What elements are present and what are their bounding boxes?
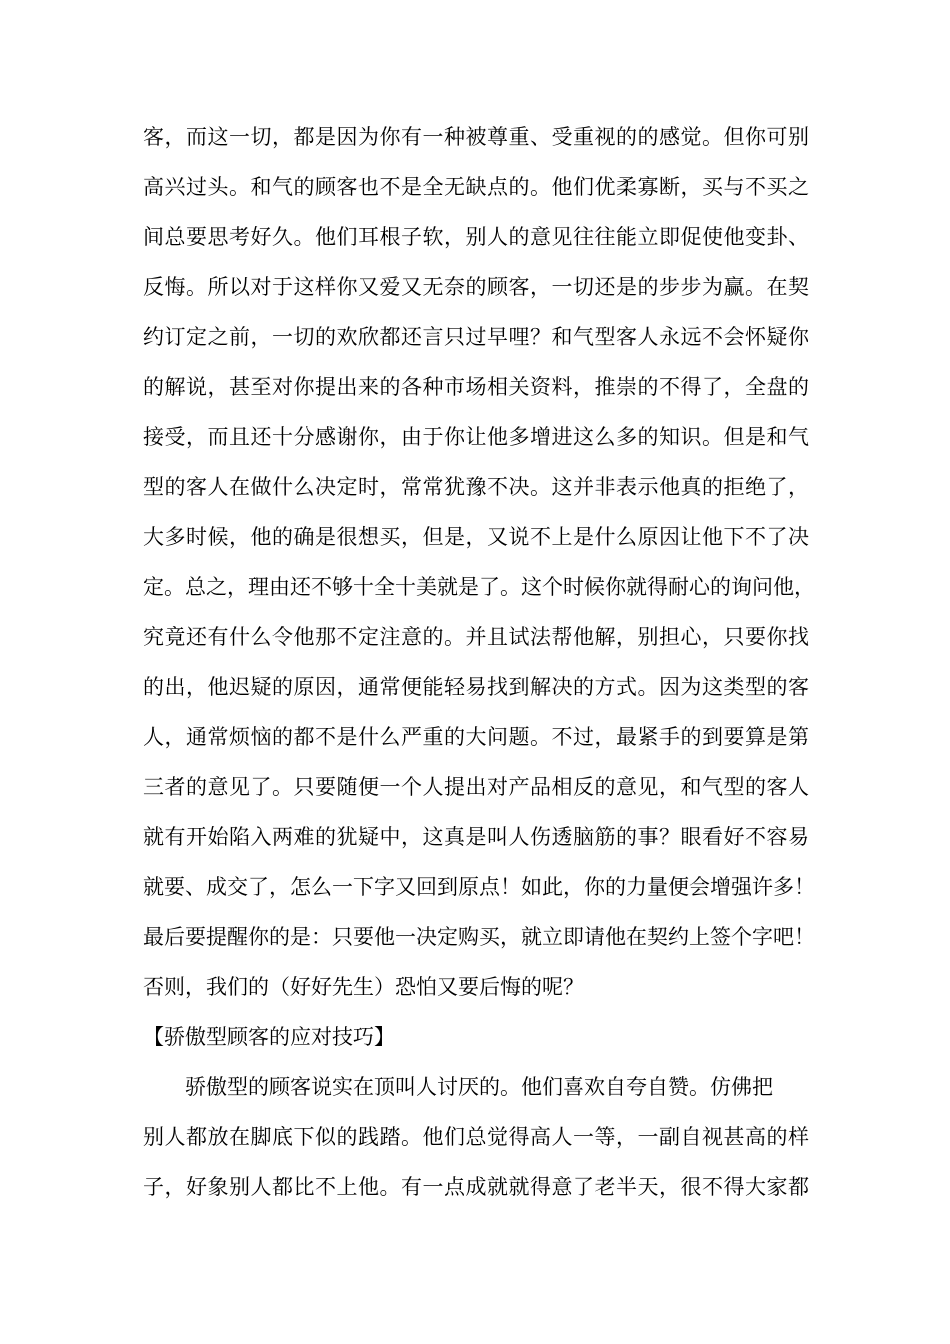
paragraph-2-line-2: 别人都放在脚底下似的践踏。他们总觉得高人一等，一副自视甚高的样 [143, 1125, 809, 1149]
paragraph-2-line-1: 骄傲型的顾客说实在顶叫人讨厌的。他们喜欢自夸自赞。仿佛把 [185, 1075, 773, 1099]
paragraph-1-line-13: 人，通常烦恼的都不是什么严重的大问题。不过，最紧手的到要算是第 [143, 725, 809, 749]
paragraph-2-line-3: 子，好象别人都比不上他。有一点成就就得意了老半天，很不得大家都 [143, 1175, 809, 1199]
paragraph-1-line-15: 就有开始陷入两难的犹疑中，这真是叫人伤透脑筋的事？眼看好不容易 [143, 825, 809, 849]
paragraph-1-line-14: 三者的意见了。只要随便一个人提出对产品相反的意见，和气型的客人 [143, 775, 809, 799]
paragraph-1-line-10: 定。总之，理由还不够十全十美就是了。这个时候你就得耐心的询问他， [143, 575, 815, 599]
paragraph-1-line-12: 的出，他迟疑的原因，通常便能轻易找到解决的方式。因为这类型的客 [143, 675, 809, 699]
paragraph-1-line-5: 约订定之前，一切的欢欣都还言只过早哩？和气型客人永远不会怀疑你 [143, 325, 809, 349]
paragraph-1-line-7: 接受，而且还十分感谢你，由于你让他多增进这么多的知识。但是和气 [143, 425, 809, 449]
paragraph-1-line-18: 否则，我们的（好好先生）恐怕又要后悔的呢？ [143, 975, 584, 999]
paragraph-1-line-11: 究竟还有什么令他那不定注意的。并且试法帮他解，别担心，只要你找 [143, 625, 809, 649]
paragraph-1-line-3: 间总要思考好久。他们耳根子软，别人的意见往往能立即促使他变卦、 [143, 225, 809, 249]
paragraph-1-line-8: 型的客人在做什么决定时，常常犹豫不决。这并非表示他真的拒绝了， [143, 475, 809, 499]
section-heading: 【骄傲型顾客的应对技巧】 [143, 1025, 395, 1049]
paragraph-1-line-16: 就要、成交了，怎么一下字又回到原点！如此，你的力量便会增强许多！ [143, 875, 815, 899]
paragraph-1-line-4: 反悔。所以对于这样你又爱又无奈的顾客，一切还是的步步为赢。在契 [143, 275, 809, 299]
paragraph-1-line-1: 客，而这一切，都是因为你有一种被尊重、受重视的的感觉。但你可别 [143, 125, 809, 149]
paragraph-1-line-9: 大多时候，他的确是很想买，但是，又说不上是什么原因让他下不了决 [143, 525, 809, 549]
paragraph-1-line-17: 最后要提醒你的是：只要他一决定购买，就立即请他在契约上签个字吧！ [143, 925, 815, 949]
paragraph-1-line-2: 高兴过头。和气的顾客也不是全无缺点的。他们优柔寡断，买与不买之 [143, 175, 809, 199]
paragraph-1-line-6: 的解说，甚至对你提出来的各种市场相关资料，推崇的不得了，全盘的 [143, 375, 809, 399]
